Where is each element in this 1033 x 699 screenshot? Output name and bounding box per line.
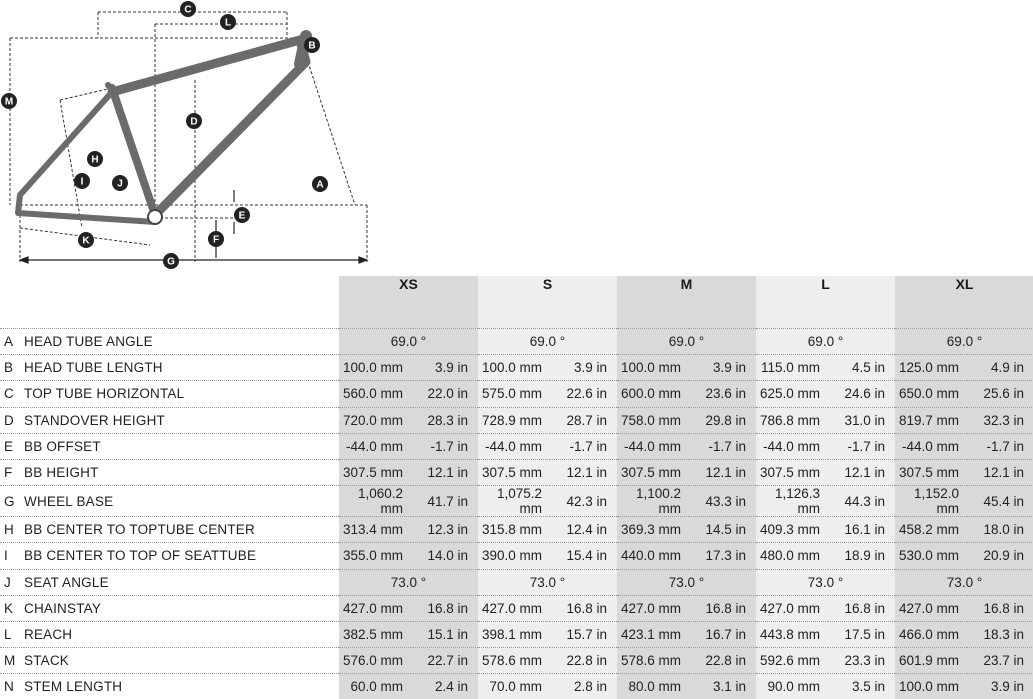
angle-value-cell: 73.0 ° [756,569,895,595]
label-f-badge [208,231,224,247]
mm-value-cell: 592.6 mm [756,648,828,674]
svg-text:M: M [5,97,13,108]
table-row [0,407,1033,433]
inch-value-cell: 22.8 in [689,648,756,674]
mm-value-cell: 307.5 mm [478,459,550,485]
mm-value-cell: 560.0 mm [339,381,411,407]
row-letter: J [0,569,24,595]
size-header-row [0,276,1033,329]
mm-value-cell: 100.0 mm [617,355,689,381]
label-j-badge [112,175,128,191]
mm-value-cell: 480.0 mm [756,543,828,569]
mm-value-cell: 575.0 mm [478,381,550,407]
angle-value-cell: 69.0 ° [617,329,756,355]
table-row [0,595,1033,621]
inch-value-cell: 12.1 in [550,459,617,485]
svg-text:F: F [213,235,219,246]
inch-value-cell: 16.8 in [689,595,756,621]
inch-value-cell: 3.9 in [689,355,756,381]
svg-text:G: G [167,257,175,268]
row-parameter-name: STACK [24,648,339,674]
table-row [0,621,1033,647]
row-letter: E [0,433,24,459]
mm-value-cell: -44.0 mm [617,433,689,459]
mm-value-cell: 390.0 mm [478,543,550,569]
mm-value-cell: 382.5 mm [339,621,411,647]
inch-value-cell: 22.7 in [411,648,478,674]
inch-value-cell: 22.6 in [550,381,617,407]
mm-value-cell: 80.0 mm [617,674,689,699]
mm-value-cell: 427.0 mm [478,595,550,621]
inch-value-cell: 29.8 in [689,407,756,433]
inch-value-cell: -1.7 in [689,433,756,459]
row-parameter-name: BB HEIGHT [24,459,339,485]
svg-text:B: B [308,41,315,52]
mm-value-cell: 398.1 mm [478,621,550,647]
label-k-badge [78,232,94,248]
inch-value-cell: 42.3 in [550,486,617,517]
mm-value-cell: -44.0 mm [756,433,828,459]
row-parameter-name: TOP TUBE HORIZONTAL [24,381,339,407]
inch-value-cell: 2.4 in [411,674,478,699]
geometry-table [0,276,1033,699]
svg-text:E: E [239,211,246,222]
inch-value-cell: 23.6 in [689,381,756,407]
inch-value-cell: 23.7 in [967,648,1033,674]
mm-value-cell: 728.9 mm [478,407,550,433]
inch-value-cell: 22.0 in [411,381,478,407]
inch-value-cell: 18.0 in [967,517,1033,543]
size-header-xs: XS [339,276,478,329]
row-parameter-name: STANDOVER HEIGHT [24,407,339,433]
inch-value-cell: 12.1 in [411,459,478,485]
table-row [0,433,1033,459]
label-m-badge [1,93,17,109]
svg-text:A: A [316,180,323,191]
bike-frame [18,36,306,222]
inch-value-cell: 41.7 in [411,486,478,517]
mm-value-cell: 409.3 mm [756,517,828,543]
inch-value-cell: 12.1 in [828,459,895,485]
row-parameter-name: REACH [24,621,339,647]
row-parameter-name: SEAT ANGLE [24,569,339,595]
inch-value-cell: 3.9 in [967,674,1033,699]
mm-value-cell: 600.0 mm [617,381,689,407]
geometry-table-body [0,329,1033,699]
inch-value-cell: 3.5 in [828,674,895,699]
inch-value-cell: 3.9 in [550,355,617,381]
row-letter: K [0,595,24,621]
inch-value-cell: 44.3 in [828,486,895,517]
label-g-badge [163,253,179,269]
inch-value-cell: 3.9 in [411,355,478,381]
mm-value-cell: 578.6 mm [478,648,550,674]
mm-value-cell: 423.1 mm [617,621,689,647]
mm-value-cell: 125.0 mm [895,355,967,381]
mm-value-cell: 466.0 mm [895,621,967,647]
inch-value-cell: 14.5 in [689,517,756,543]
mm-value-cell: 578.6 mm [617,648,689,674]
size-header-s: S [478,276,617,329]
mm-value-cell: 458.2 mm [895,517,967,543]
mm-value-cell: 307.5 mm [339,459,411,485]
inch-value-cell: 16.7 in [689,621,756,647]
mm-value-cell: 1,152.0 mm [895,486,967,517]
inch-value-cell: 14.0 in [411,543,478,569]
table-row [0,569,1033,595]
inch-value-cell: 16.8 in [828,595,895,621]
inch-value-cell: 17.3 in [689,543,756,569]
table-row [0,648,1033,674]
angle-value-cell: 69.0 ° [895,329,1033,355]
svg-text:J: J [117,179,123,190]
mm-value-cell: -44.0 mm [478,433,550,459]
angle-value-cell: 73.0 ° [478,569,617,595]
mm-value-cell: 115.0 mm [756,355,828,381]
mm-value-cell: 307.5 mm [756,459,828,485]
svg-text:K: K [82,236,90,247]
angle-value-cell: 73.0 ° [895,569,1033,595]
inch-value-cell: 23.3 in [828,648,895,674]
mm-value-cell: 1,100.2 mm [617,486,689,517]
row-letter: L [0,621,24,647]
svg-text:L: L [225,18,231,29]
table-row [0,543,1033,569]
row-letter: D [0,407,24,433]
mm-value-cell: 427.0 mm [617,595,689,621]
mm-value-cell: 100.0 mm [478,355,550,381]
svg-text:H: H [91,155,98,166]
mm-value-cell: -44.0 mm [339,433,411,459]
angle-value-cell: 73.0 ° [339,569,478,595]
row-parameter-name: CHAINSTAY [24,595,339,621]
label-c-badge [180,1,196,17]
mm-value-cell: 530.0 mm [895,543,967,569]
row-letter: G [0,486,24,517]
inch-value-cell: 4.5 in [828,355,895,381]
row-parameter-name: HEAD TUBE LENGTH [24,355,339,381]
inch-value-cell: 15.1 in [411,621,478,647]
inch-value-cell: 2.8 in [550,674,617,699]
inch-value-cell: 43.3 in [689,486,756,517]
row-letter: N [0,674,24,699]
frame-geometry-diagram [0,0,380,272]
mm-value-cell: 625.0 mm [756,381,828,407]
inch-value-cell: 12.1 in [967,459,1033,485]
mm-value-cell: 819.7 mm [895,407,967,433]
svg-text:I: I [81,177,84,188]
inch-value-cell: -1.7 in [550,433,617,459]
mm-value-cell: 601.9 mm [895,648,967,674]
mm-value-cell: 100.0 mm [895,674,967,699]
row-letter: I [0,543,24,569]
row-parameter-name: HEAD TUBE ANGLE [24,329,339,355]
inch-value-cell: 12.1 in [689,459,756,485]
angle-value-cell: 69.0 ° [478,329,617,355]
inch-value-cell: 32.3 in [967,407,1033,433]
angle-value-cell: 73.0 ° [617,569,756,595]
row-parameter-name: BB CENTER TO TOP OF SEATTUBE [24,543,339,569]
inch-value-cell: 15.4 in [550,543,617,569]
row-letter: H [0,517,24,543]
mm-value-cell: 1,126.3 mm [756,486,828,517]
mm-value-cell: 355.0 mm [339,543,411,569]
table-row [0,674,1033,699]
label-h-badge [87,151,103,167]
row-letter: F [0,459,24,485]
inch-value-cell: 16.8 in [550,595,617,621]
row-letter: B [0,355,24,381]
mm-value-cell: 90.0 mm [756,674,828,699]
mm-value-cell: 427.0 mm [895,595,967,621]
table-row [0,486,1033,517]
mm-value-cell: 70.0 mm [478,674,550,699]
inch-value-cell: -1.7 in [411,433,478,459]
inch-value-cell: 12.4 in [550,517,617,543]
inch-value-cell: 12.3 in [411,517,478,543]
inch-value-cell: 17.5 in [828,621,895,647]
inch-value-cell: 4.9 in [967,355,1033,381]
inch-value-cell: 15.7 in [550,621,617,647]
inch-value-cell: 31.0 in [828,407,895,433]
mm-value-cell: 720.0 mm [339,407,411,433]
inch-value-cell: -1.7 in [967,433,1033,459]
table-row [0,329,1033,355]
row-letter: C [0,381,24,407]
inch-value-cell: 3.1 in [689,674,756,699]
label-i-badge [74,173,90,189]
mm-value-cell: 427.0 mm [756,595,828,621]
mm-value-cell: 100.0 mm [339,355,411,381]
row-letter: M [0,648,24,674]
row-parameter-name: BB OFFSET [24,433,339,459]
mm-value-cell: 313.4 mm [339,517,411,543]
label-b-badge [304,37,320,53]
size-header-l: L [756,276,895,329]
mm-value-cell: 315.8 mm [478,517,550,543]
inch-value-cell: 16.1 in [828,517,895,543]
row-parameter-name: WHEEL BASE [24,486,339,517]
table-row [0,459,1033,485]
mm-value-cell: 443.8 mm [756,621,828,647]
inch-value-cell: 24.6 in [828,381,895,407]
inch-value-cell: 20.9 in [967,543,1033,569]
mm-value-cell: 307.5 mm [895,459,967,485]
mm-value-cell: 307.5 mm [617,459,689,485]
mm-value-cell: 369.3 mm [617,517,689,543]
inch-value-cell: 45.4 in [967,486,1033,517]
table-row [0,355,1033,381]
table-row [0,517,1033,543]
inch-value-cell: 16.8 in [411,595,478,621]
label-d-badge [186,113,202,129]
inch-value-cell: 16.8 in [967,595,1033,621]
label-l-badge [220,14,236,30]
angle-value-cell: 69.0 ° [339,329,478,355]
mm-value-cell: 427.0 mm [339,595,411,621]
mm-value-cell: 786.8 mm [756,407,828,433]
inch-value-cell: 28.7 in [550,407,617,433]
label-a-badge [312,176,328,192]
row-letter: A [0,329,24,355]
row-parameter-name: BB CENTER TO TOPTUBE CENTER [24,517,339,543]
row-parameter-name: STEM LENGTH [24,674,339,699]
inch-value-cell: 25.6 in [967,381,1033,407]
size-header-m: M [617,276,756,329]
inch-value-cell: 18.3 in [967,621,1033,647]
mm-value-cell: 576.0 mm [339,648,411,674]
inch-value-cell: -1.7 in [828,433,895,459]
svg-text:C: C [184,5,191,16]
mm-value-cell: 758.0 mm [617,407,689,433]
svg-text:D: D [190,117,197,128]
mm-value-cell: 440.0 mm [617,543,689,569]
angle-value-cell: 69.0 ° [756,329,895,355]
mm-value-cell: -44.0 mm [895,433,967,459]
size-header-xl: XL [895,276,1033,329]
mm-value-cell: 650.0 mm [895,381,967,407]
mm-value-cell: 1,060.2 mm [339,486,411,517]
inch-value-cell: 18.9 in [828,543,895,569]
table-row [0,381,1033,407]
inch-value-cell: 28.3 in [411,407,478,433]
inch-value-cell: 22.8 in [550,648,617,674]
mm-value-cell: 1,075.2 mm [478,486,550,517]
mm-value-cell: 60.0 mm [339,674,411,699]
label-e-badge [234,207,250,223]
